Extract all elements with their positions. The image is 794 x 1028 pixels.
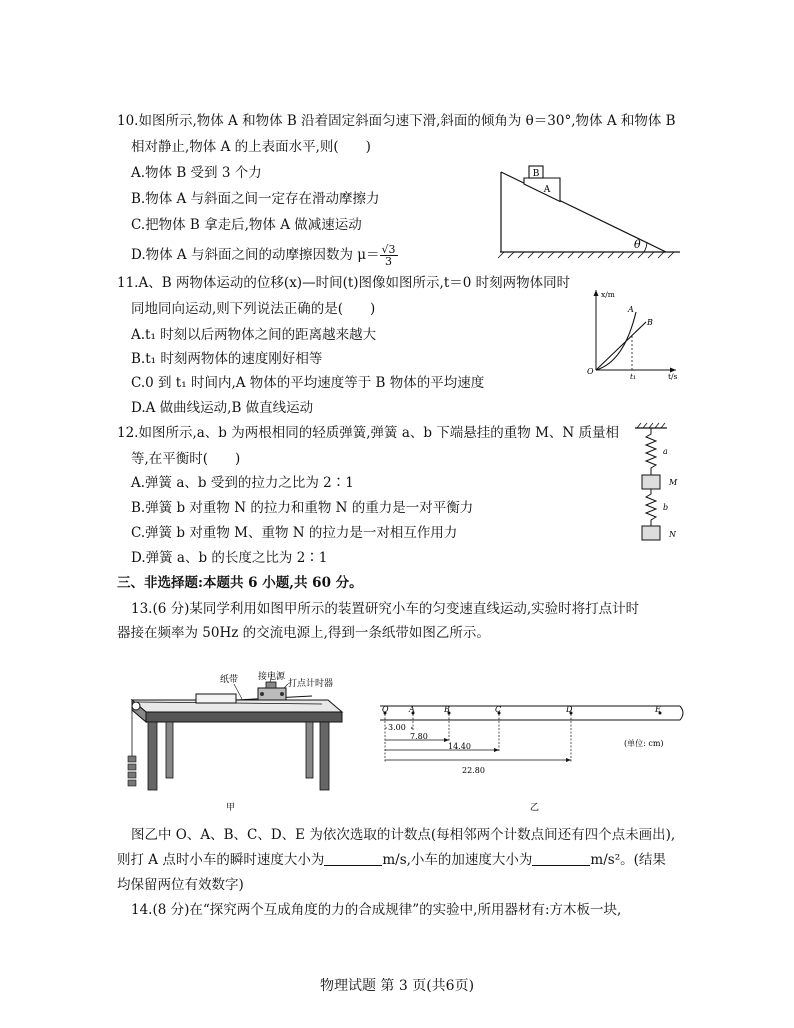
label-tape: 纸带	[220, 675, 239, 685]
q10-incline-figure	[496, 162, 686, 264]
line-b	[596, 322, 646, 370]
q11-stem-line2: 同地同向运动,则下列说法正确的是( )	[131, 301, 376, 317]
point-e: E	[655, 705, 661, 714]
dist-ob: 7.80	[410, 732, 428, 741]
q10-option-d-text: D.物体 A 与斜面之间的动摩擦因数为 μ＝	[131, 247, 380, 263]
point-o: O	[382, 705, 389, 714]
q11-option-b: B.t₁ 时刻两物体的速度刚好相等	[131, 351, 323, 367]
q11-option-c: C.0 到 t₁ 时间内,A 物体的平均速度等于 B 物体的平均速度	[131, 375, 485, 391]
label-spring-a: a	[663, 447, 668, 456]
answer-blank-acceleration[interactable]	[532, 851, 590, 866]
q13-tape-figure	[376, 696, 692, 834]
q10-option-b: B.物体 A 与斜面之间一定存在滑动摩擦力	[131, 191, 380, 207]
point-c: C	[495, 705, 502, 714]
label-timer: 打点计时器	[288, 679, 334, 689]
point-b: B	[444, 705, 450, 714]
spring-b	[646, 489, 656, 526]
q12-stem-line2: 等,在平衡时( )	[131, 451, 241, 467]
q11-option-a: A.t₁ 时刻以后两物体之间的距离越来越大	[131, 327, 377, 343]
q12-spring-figure	[627, 422, 687, 548]
curve-a	[596, 312, 636, 370]
unit-label: (单位: cm)	[624, 739, 664, 748]
label-mass-m: M	[669, 478, 678, 487]
q14-stem-line1: 14.(8 分)在“探究两个互成角度的力的合成规律”的实验中,所用器材有:方木板一块,	[131, 902, 622, 918]
q12-stem-line1: 12.如图所示,a、b 为两根相同的轻质弹簧,弹簧 a、b 下端悬挂的重物 M、N 质量相	[117, 425, 620, 441]
q10-stem-line2: 相对静止,物体 A 的上表面水平,则( )	[131, 139, 371, 155]
point-a: A	[409, 705, 415, 714]
q13-body-line1: 图乙中 O、A、B、C、D、E 为依次选取的计数点(每相邻两个计数点间还有四个点未画出),	[131, 827, 676, 843]
dist-oc: 14.40	[448, 742, 471, 751]
label-a: A	[543, 185, 551, 195]
q10-option-c: C.把物体 B 拿走后,物体 A 做减速运动	[131, 217, 362, 233]
label-curve-a: A	[628, 305, 634, 314]
spring-a	[646, 428, 656, 475]
pulley	[132, 702, 140, 710]
label-line-b: B	[647, 318, 653, 327]
mass-m	[642, 475, 660, 489]
q13-body-line2: 则打 A 点时小车的瞬时速度大小为 m/s,小车的加速度大小为 m/s²。(结果	[117, 852, 666, 868]
q11-option-d: D.A 做曲线运动,B 做直线运动	[131, 400, 314, 416]
label-power: 接电源	[258, 672, 286, 682]
block-a	[524, 178, 560, 202]
answer-blank-velocity[interactable]	[324, 851, 382, 866]
q12-option-a: A.弹簧 a、b 受到的拉力之比为 2∶1	[131, 475, 354, 491]
q10-option-d-fraction: $\frac{√3}{3}$	[381, 243, 396, 268]
q11-stem-line1: 11.A、B 两物体运动的位移(x)—时间(t)图像如图所示,t＝0 时刻两物体同时	[117, 275, 571, 291]
origin-label: O	[587, 367, 594, 376]
label-theta: θ	[634, 238, 641, 251]
point-d: D	[566, 705, 573, 714]
label-mass-n: N	[669, 530, 676, 539]
hanging-weights	[128, 756, 136, 786]
dist-oa: 3.00	[388, 723, 406, 732]
label-b: B	[532, 169, 540, 179]
mass-n	[642, 526, 660, 540]
section-3-heading: 三、非选择题:本题共 6 小题,共 60 分。	[117, 575, 363, 591]
q13-apparatus-figure	[122, 670, 352, 816]
q12-option-d: D.弹簧 a、b 的长度之比为 2∶1	[131, 550, 328, 566]
caption-jia: 甲	[226, 803, 236, 813]
caption-yi: 乙	[530, 803, 540, 813]
q12-option-b: B.弹簧 b 对重物 N 的拉力和重物 N 的重力是一对平衡力	[131, 500, 474, 516]
q12-option-c: C.弹簧 b 对重物 M、重物 N 的拉力是一对相互作用力	[131, 525, 458, 541]
q13-stem-line1: 13.(6 分)某同学利用如图甲所示的装置研究小车的匀变速直线运动,实验时将打点计时	[131, 601, 640, 617]
axis-x-label: x/m	[601, 290, 615, 299]
t1-label: t₁	[630, 372, 637, 381]
q10-stem-line1: 10.如图所示,物体 A 和物体 B 沿着固定斜面匀速下滑,斜面的倾角为 θ＝30°,物体 A 和物体 B	[117, 113, 676, 129]
dist-od: 22.80	[462, 766, 485, 775]
q10-option-d	[131, 244, 398, 267]
q13-body-line3: 均保留两位有效数字)	[117, 877, 244, 893]
q13-stem-line2: 器接在频率为 50Hz 的交流电源上,得到一条纸带如图乙所示。	[117, 625, 490, 641]
label-spring-b: b	[663, 503, 669, 512]
page-footer: 物理试题 第 3 页(共6页)	[319, 978, 475, 994]
cart	[196, 694, 236, 703]
q10-option-a: A.物体 B 受到 3 个力	[131, 165, 262, 181]
q11-xt-graph	[584, 282, 684, 382]
axis-t-label: t/s	[668, 372, 678, 381]
